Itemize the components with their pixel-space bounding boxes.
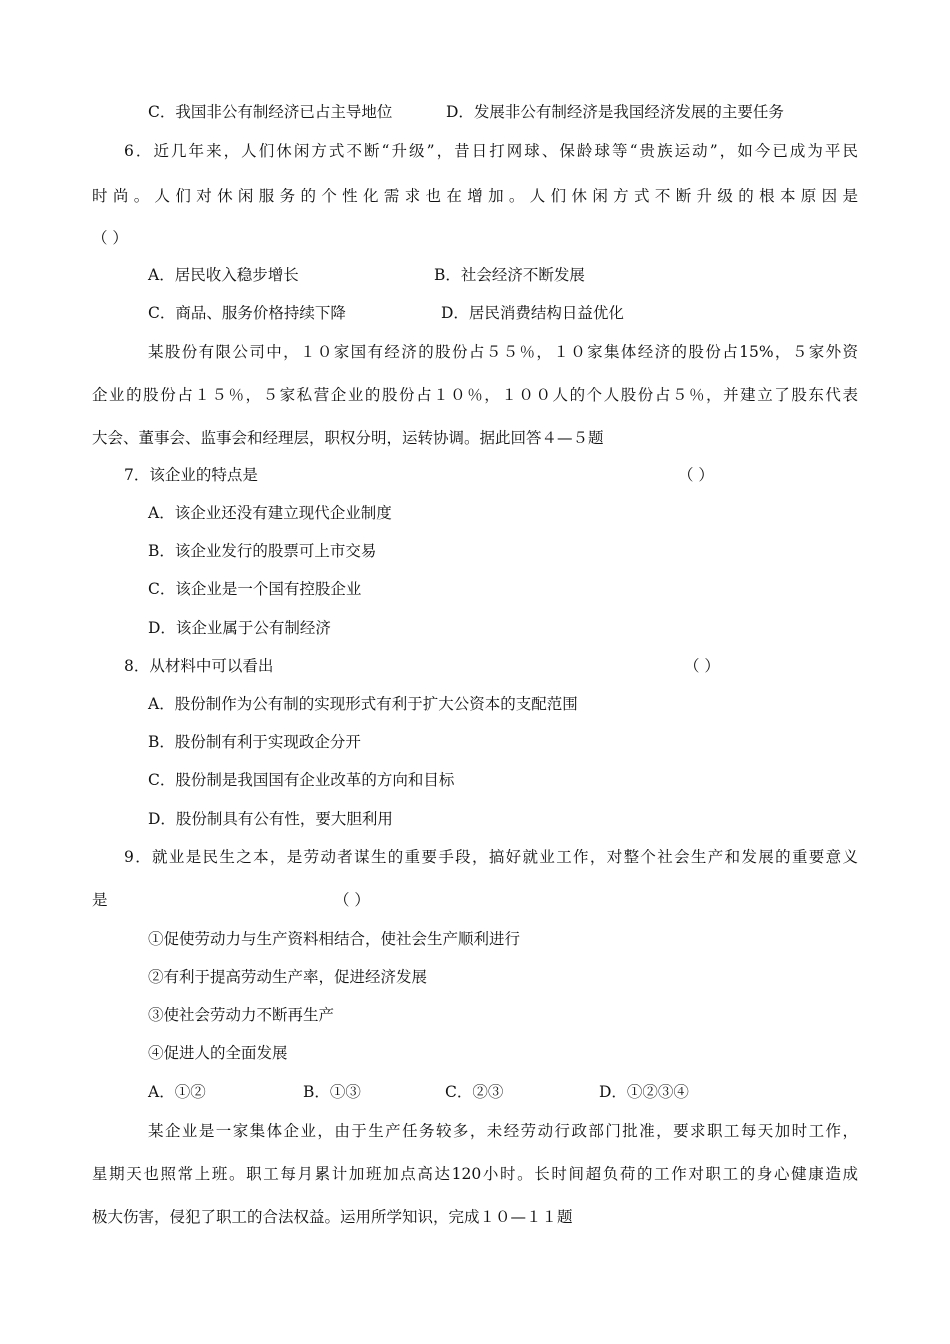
q7-option-d: D．该企业属于公有制经济 <box>148 619 331 637</box>
q8-option-b: B．股份制有利于实现政企分开 <box>148 733 361 751</box>
q8-option-a: A．股份制作为公有制的实现形式有利于扩大公资本的支配范围 <box>148 695 578 713</box>
q6-stem-line1: 6．近几年来，人们休闲方式不断“升级”，昔日打网球、保龄球等“贵族运动”，如今已成为平民 <box>124 142 858 160</box>
material2-line3: 极大伤害，侵犯了职工的合法权益。运用所学知识，完成１０—１１题 <box>92 1208 573 1226</box>
material2-line1: 某企业是一家集体企业，由于生产任务较多，未经劳动行政部门批准，要求职工每天加时工作， <box>148 1122 858 1140</box>
q5-option-c: C．我国非公有制经济已占主导地位 <box>148 103 393 121</box>
q5-option-d: D．发展非公有制经济是我国经济发展的主要任务 <box>446 103 784 121</box>
material1-line1: 某股份有限公司中，１０家国有经济的股份占５５％，１０家集体经济的股份占15%，５家外资 <box>148 343 858 361</box>
material1-line2: 企业的股份占１５％，５家私营企业的股份占１０％，１００人的个人股份占５％，并建立了股东代表 <box>92 386 858 404</box>
q6-option-a: A．居民收入稳步增长 <box>148 266 299 284</box>
q9-option-a: A．①② <box>148 1083 206 1101</box>
q9-statement-2: ②有利于提高劳动生产率，促进经济发展 <box>148 968 428 986</box>
q8-answer-paren: （ ） <box>684 657 720 675</box>
q6-option-b: B．社会经济不断发展 <box>434 266 585 284</box>
q9-statement-1: ①促使劳动力与生产资料相结合，使社会生产顺利进行 <box>148 930 521 948</box>
q9-option-b: B．①③ <box>303 1083 361 1101</box>
q9-answer-paren: （ ） <box>334 891 370 909</box>
q6-answer-paren: （ ） <box>92 229 128 247</box>
q9-stem-line2: 是 <box>92 891 108 909</box>
material2-line2: 星期天也照常上班。职工每月累计加班加点高达120小时。长时间超负荷的工作对职工的身心健康造成 <box>92 1165 858 1183</box>
q8-option-d: D．股份制具有公有性，要大胆利用 <box>148 810 393 828</box>
q7-option-c: C．该企业是一个国有控股企业 <box>148 580 362 598</box>
q8-option-c: C．股份制是我国国有企业改革的方向和目标 <box>148 771 455 789</box>
q6-option-c: C．商品、服务价格持续下降 <box>148 304 346 322</box>
q6-stem-line2: 时尚。人们对休闲服务的个性化需求也在增加。人们休闲方式不断升级的根本原因是 <box>92 187 858 205</box>
q7-option-b: B．该企业发行的股票可上市交易 <box>148 542 377 560</box>
q9-statement-4: ④促进人的全面发展 <box>148 1044 288 1062</box>
q9-statement-3: ③使社会劳动力不断再生产 <box>148 1006 335 1024</box>
material1-line3: 大会、董事会、监事会和经理层，职权分明，运转协调。据此回答４—５题 <box>92 429 604 447</box>
q9-option-d: D．①②③④ <box>599 1083 689 1101</box>
q7-stem: 7．该企业的特点是 <box>124 466 258 484</box>
q9-option-c: C．②③ <box>445 1083 504 1101</box>
q8-stem: 8．从材料中可以看出 <box>124 657 274 675</box>
q7-option-a: A．该企业还没有建立现代企业制度 <box>148 504 392 522</box>
q7-answer-paren: （ ） <box>678 466 714 484</box>
q6-option-d: D．居民消费结构日益优化 <box>441 304 624 322</box>
q9-stem-line1: 9．就业是民生之本，是劳动者谋生的重要手段，搞好就业工作，对整个社会生产和发展的重要意义 <box>124 848 858 866</box>
